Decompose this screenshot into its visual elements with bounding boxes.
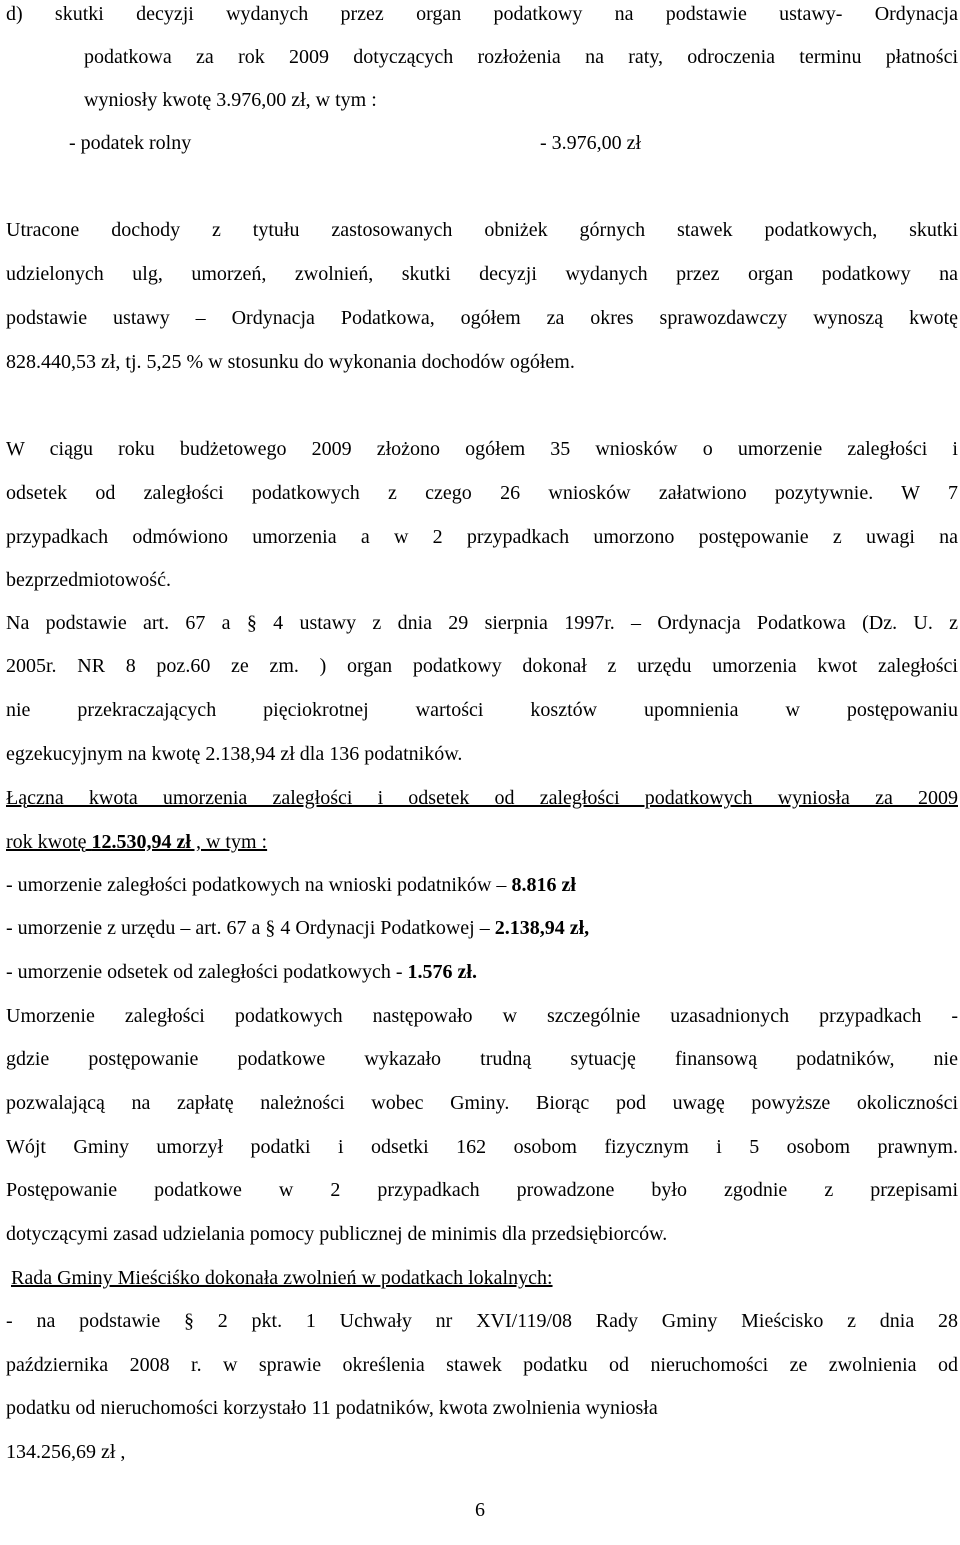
para3-line-6: dotyczącymi zasad udzielania pomocy publicznej de minimis dla przedsiębiorców. [6,1223,668,1245]
para3-line-2: gdzie postępowanie podatkowe wykazało trudną sytuację finansową podatników, nie [6,1048,958,1070]
section-d-line-1: d) skutki decyzji wydanych przez organ podatkowy na podstawie ustawy- Ordynacja [6,3,958,25]
para3-line-3: pozwalającą na zapłatę należności wobec Gminy. Biorąc pod uwagę powyższe okoliczności [6,1092,958,1114]
para1-line-4: 828.440,53 zł, tj. 5,25 % w stosunku do wykonania dochodów ogółem. [6,351,575,373]
para1-line-3: podstawie ustawy – Ordynacja Podatkowa, ogółem za okres sprawozdawczy wynoszą kwotę [6,307,958,329]
total-line-2 [6,830,267,854]
section-d-line-2: podatkowa za rok 2009 dotyczących rozłożenia na raty, odroczenia terminu płatności [84,46,958,68]
rada-line-1: - na podstawie § 2 pkt. 1 Uchwały nr XVI/119/08 Rady Gminy Mieścisko z dnia 28 [6,1310,958,1332]
para2-line-5: Na podstawie art. 67 a § 4 ustawy z dnia 29 sierpnia 1997r. – Ordynacja Podatkowa (Dz. U. z [6,612,958,634]
total-item-2-amount: 2.138,94 zł, [494,917,590,939]
page-number: 6 [475,1499,485,1521]
para2-line-3: przypadkach odmówiono umorzenia a w 2 przypadkach umorzono postępowanie z uwagi na [6,526,958,548]
section-d-item-value: - 3.976,00 zł [540,132,642,154]
para2-line-2: odsetek od zaległości podatkowych z czego 26 wniosków załatwiono pozytywnie. W 7 [6,482,958,504]
total-item-1-text: - umorzenie zaległości podatkowych na wnioski podatników – [6,874,512,896]
total-item-3 [6,960,477,984]
para2-line-1: W ciągu roku budżetowego 2009 złożono ogółem 35 wniosków o umorzenie zaległości i [6,438,958,460]
para2-line-8: egzekucyjnym na kwotę 2.138,94 zł dla 136 podatników. [6,743,463,765]
rada-line-2: października 2008 r. w sprawie określenia stawek podatku od nieruchomości ze zwolnienia od [6,1354,958,1376]
para2-line-4: bezprzedmiotowość. [6,569,171,591]
total-item-1 [6,873,576,897]
total-amount: 12.530,94 zł [91,831,191,853]
para2-line-7: nie przekraczających pięciokrotnej wartości kosztów upomnienia w postępowaniu [6,699,958,721]
para1-line-1: Utracone dochody z tytułu zastosowanych obniżek górnych stawek podatkowych, skutki [6,219,958,241]
total-item-2-text: - umorzenie z urzędu – art. 67 a § 4 Ordynacji Podatkowej – [6,917,495,939]
section-d-line-3: wyniosły kwotę 3.976,00 zł, w tym : [84,89,377,111]
para1-line-2: udzielonych ulg, umorzeń, zwolnień, skutki decyzji wydanych przez organ podatkowy na [6,263,958,285]
total-line-2-suffix: , w tym : [190,831,268,853]
total-item-2 [6,916,589,940]
total-item-3-text: - umorzenie odsetek od zaległości podatkowych - [6,961,408,983]
rada-line-3: podatku od nieruchomości korzystało 11 podatników, kwota zwolnienia wyniosła [6,1397,658,1419]
para3-line-5: Postępowanie podatkowe w 2 przypadkach prowadzone było zgodnie z przepisami [6,1179,958,1201]
total-line-1: Łączna kwota umorzenia zaległości i odsetek od zaległości podatkowych wyniosła za 2009 [6,787,958,809]
total-item-1-amount: 8.816 zł [511,874,576,896]
total-item-3-amount: 1.576 zł. [407,961,477,983]
section-d-item-label: - podatek rolny [69,132,192,154]
para3-line-1: Umorzenie zaległości podatkowych następowało w szczególnie uzasadnionych przypadkach - [6,1005,958,1027]
rada-line-4: 134.256,69 zł , [6,1441,126,1463]
rada-heading: Rada Gminy Mieściśko dokonała zwolnień w podatkach lokalnych: [11,1267,553,1289]
para2-line-6: 2005r. NR 8 poz.60 ze zm. ) organ podatkowy dokonał z urzędu umorzenia kwot zaległości [6,655,958,677]
para3-line-4: Wójt Gminy umorzył podatki i odsetki 162 osobom fizycznym i 5 osobom prawnym. [6,1136,958,1158]
total-line-2-prefix: rok kwotę [6,831,92,853]
